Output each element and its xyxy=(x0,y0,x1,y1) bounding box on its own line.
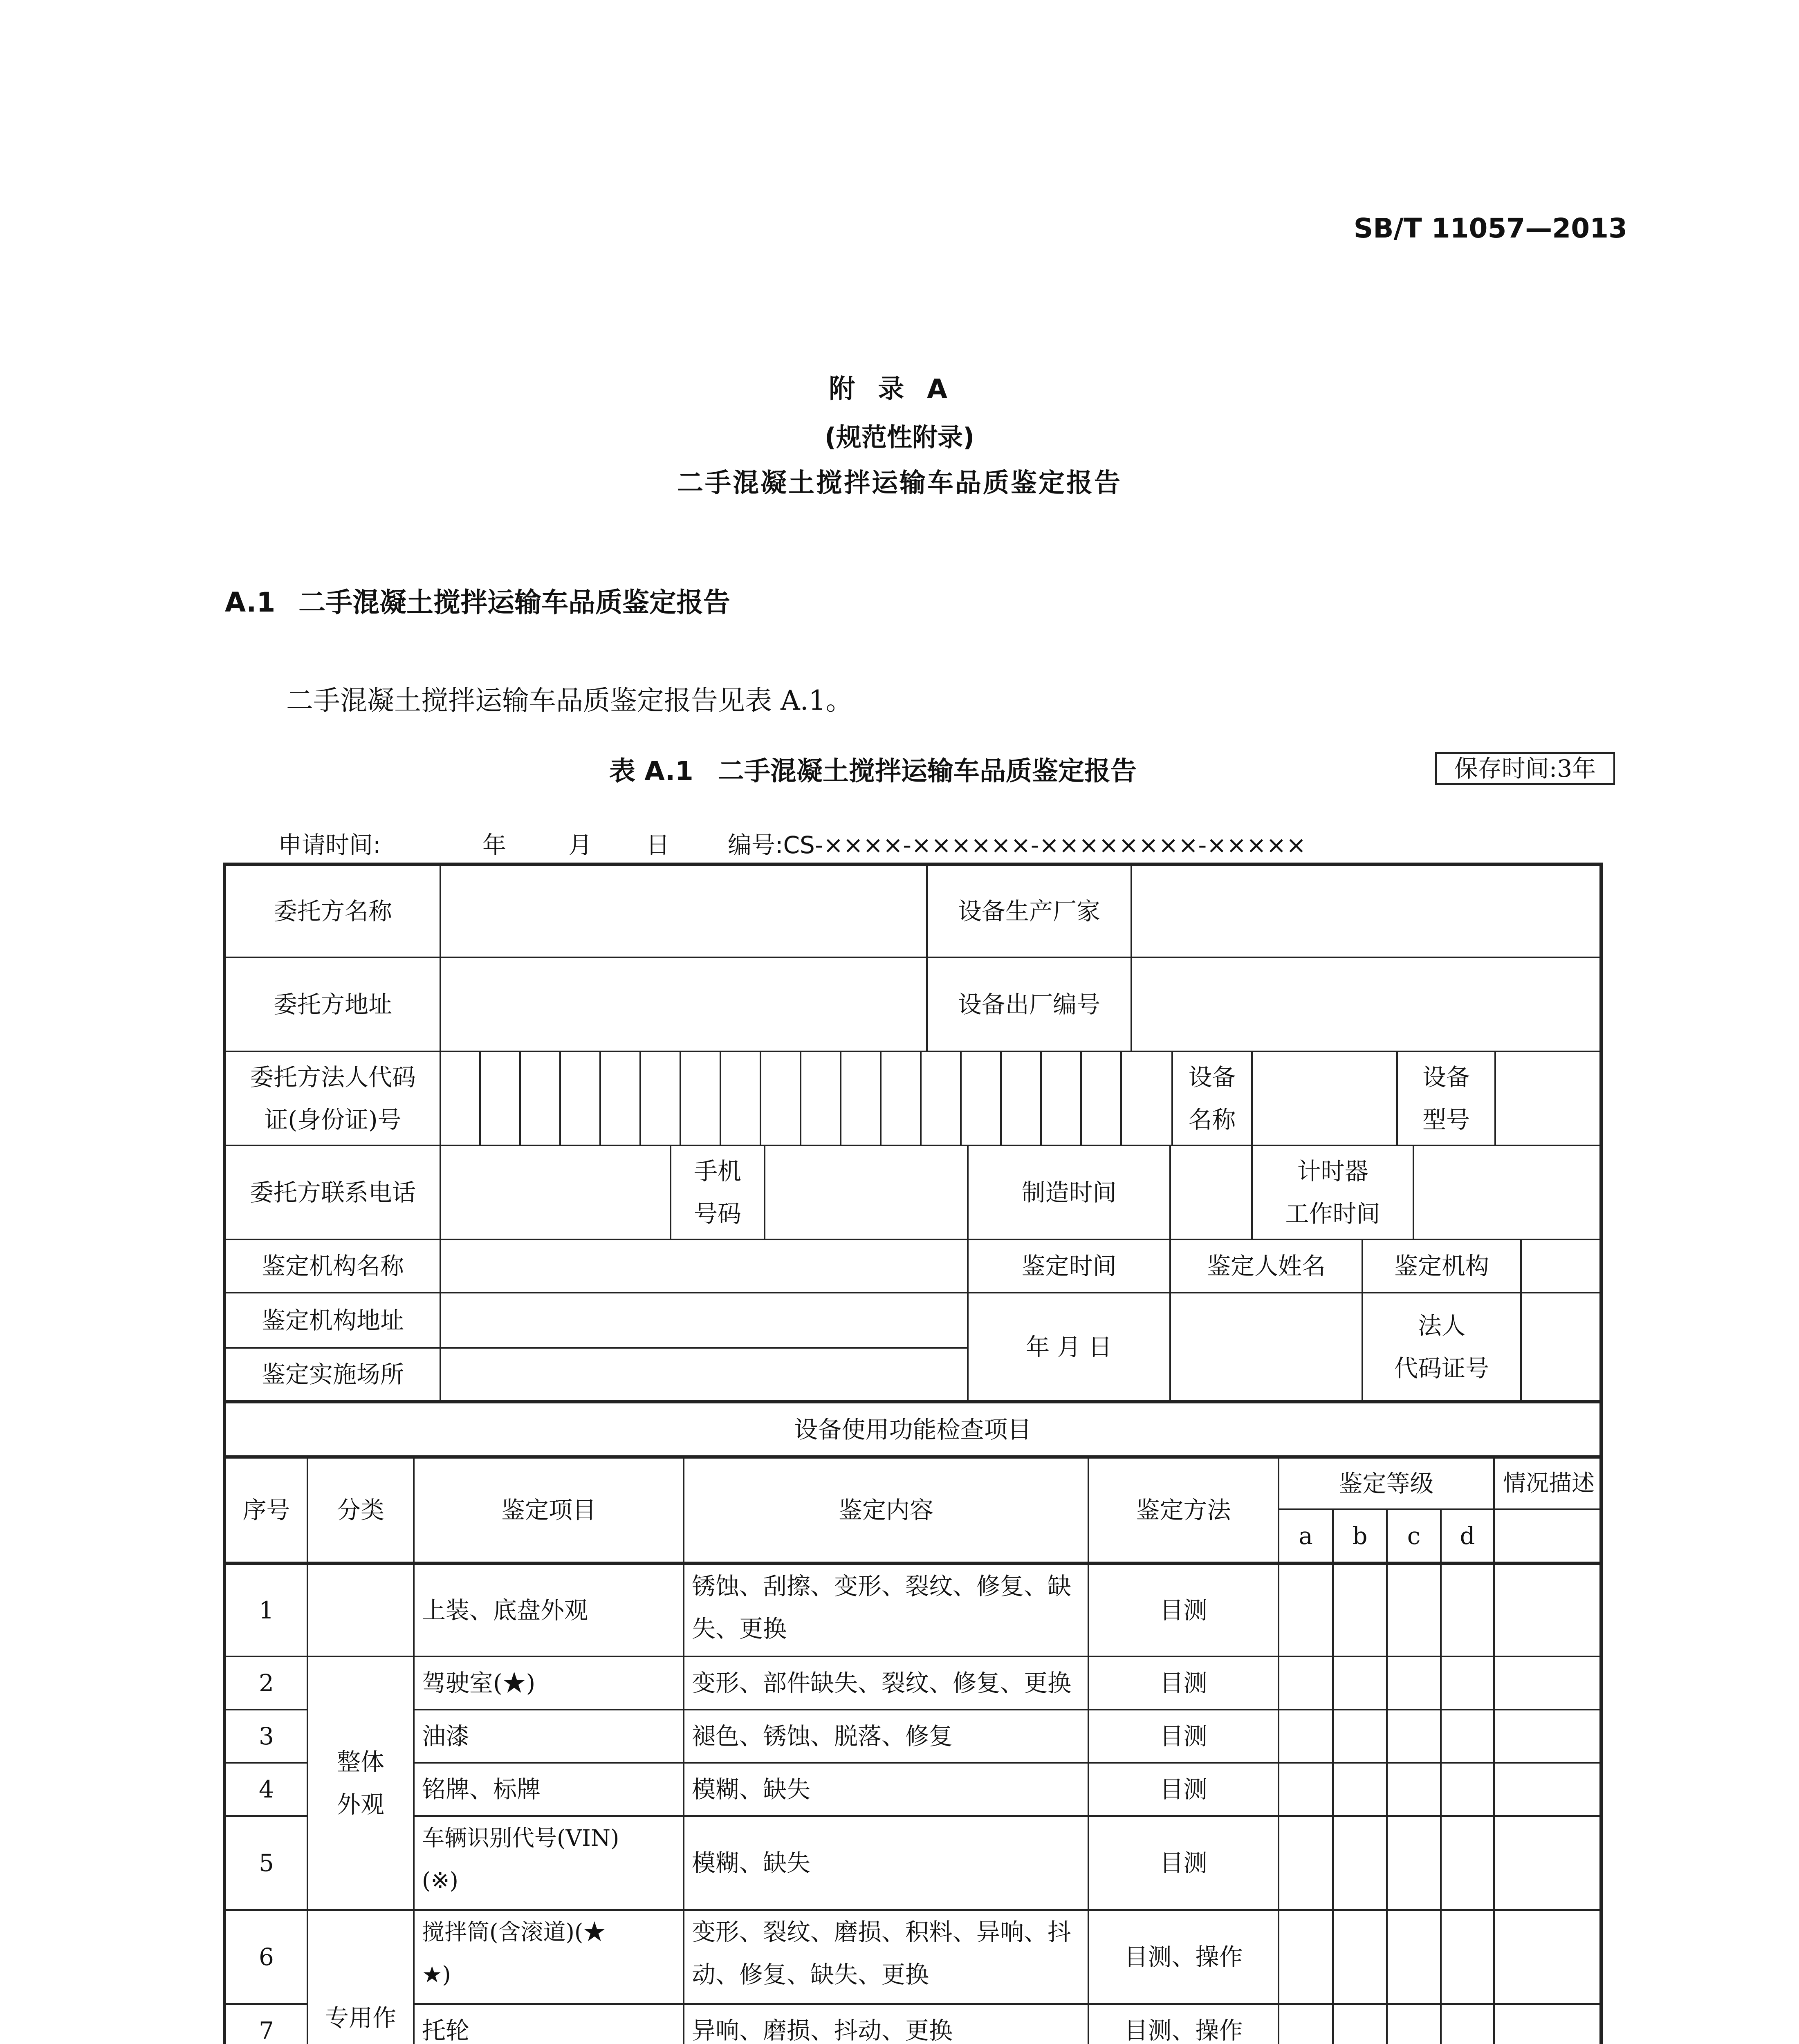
v-line xyxy=(1332,1508,1334,2044)
id-box-line xyxy=(880,1051,882,1145)
row-1-content xyxy=(684,1565,1088,1656)
application-time-label: 申请时间: xyxy=(278,831,381,859)
agency-address-label: 鉴定机构地址 xyxy=(261,1306,404,1334)
v-line xyxy=(1386,1508,1388,2044)
category-overall-line1: 整体 xyxy=(336,1748,384,1776)
client-id-line1: 委托方法人代码 xyxy=(249,1063,416,1091)
body-paragraph: 二手混凝土搅拌运输车品质鉴定报告见表 A.1。 xyxy=(286,685,853,716)
table-caption xyxy=(609,750,1137,788)
row-5-item-line1: 车辆识别代号(VIN) xyxy=(422,1825,619,1851)
row-5-item xyxy=(415,1817,683,1909)
category-special xyxy=(308,1911,413,2044)
row-3-method: 目测 xyxy=(1160,1722,1207,1750)
v-line xyxy=(764,1145,765,1239)
legal-code-label xyxy=(1363,1293,1520,1400)
client-id-line2: 证(身份证)号 xyxy=(264,1106,402,1134)
col-method: 鉴定方法 xyxy=(1136,1496,1231,1524)
client-id-label xyxy=(226,1052,440,1145)
timer-label xyxy=(1253,1146,1413,1239)
row-5-content: 模糊、缺失 xyxy=(692,1849,811,1877)
id-box-line xyxy=(559,1051,561,1145)
equipment-name-line1: 设备 xyxy=(1188,1063,1236,1091)
row-6-content-line1: 变形、裂纹、磨损、积料、异响、抖 xyxy=(692,1918,1072,1946)
row-2-item: 驾驶室(★) xyxy=(422,1669,536,1697)
row-6-seq: 6 xyxy=(259,1943,274,1971)
row-3-item: 油漆 xyxy=(422,1722,470,1750)
equipment-name-line2: 名称 xyxy=(1188,1106,1236,1134)
row-2-content: 变形、部件缺失、裂纹、修复、更换 xyxy=(692,1669,1072,1697)
equipment-model-line2: 型号 xyxy=(1422,1106,1470,1134)
report-code: 编号:CS-××××-××××××-××××××××-××××× xyxy=(728,831,1306,859)
col-item: 鉴定项目 xyxy=(501,1496,596,1524)
row-1-content-line1: 锈蚀、刮擦、变形、裂纹、修复、缺 xyxy=(692,1572,1072,1600)
row-4-method: 目测 xyxy=(1160,1775,1207,1803)
row-6-item-line1: 搅拌筒(含滚道)(★ xyxy=(422,1919,606,1945)
equipment-name-label xyxy=(1173,1052,1251,1145)
id-box-line xyxy=(1120,1051,1122,1145)
section-title: 二手混凝土搅拌运输车品质鉴定报告 xyxy=(298,587,730,618)
appendix-title: 附录A xyxy=(829,374,970,404)
row-7-method: 目测、操作 xyxy=(1124,2017,1243,2044)
col-grade-d: d xyxy=(1460,1522,1475,1550)
v-line xyxy=(1493,1455,1495,2044)
day-label: 日 xyxy=(646,831,670,859)
v-line xyxy=(1131,863,1132,1051)
row-1-item: 上装、底盘外观 xyxy=(422,1596,588,1624)
col-grade-c: c xyxy=(1407,1522,1421,1550)
site-label: 鉴定实施场所 xyxy=(261,1360,404,1388)
id-box-line xyxy=(479,1051,481,1145)
table-border-right xyxy=(1599,863,1603,2044)
v-line xyxy=(1494,1051,1496,1145)
legal-line2: 代码证号 xyxy=(1394,1354,1489,1382)
id-box-line xyxy=(800,1051,801,1145)
v-line xyxy=(1520,1239,1522,1402)
row-2-seq: 2 xyxy=(259,1669,274,1697)
id-box-line xyxy=(960,1051,962,1145)
appendix-name: 二手混凝土搅拌运输车品质鉴定报告 xyxy=(677,468,1122,498)
id-box-line xyxy=(920,1051,922,1145)
row-6-content xyxy=(684,1911,1088,2003)
retention-box: 保存时间:3年 xyxy=(1435,752,1615,785)
equipment-model-label xyxy=(1398,1052,1494,1145)
standard-number: SB/T 11057—2013 xyxy=(1353,213,1627,244)
id-box-line xyxy=(680,1051,681,1145)
category-overall-line2: 外观 xyxy=(336,1791,384,1818)
id-box-line xyxy=(599,1051,601,1145)
row-7-item: 托轮 xyxy=(422,2017,470,2044)
table-border-left xyxy=(223,863,226,2044)
col-desc: 情况描述 xyxy=(1503,1470,1595,1497)
row-4-item: 铭牌、标牌 xyxy=(422,1775,541,1803)
equipment-model-line1: 设备 xyxy=(1422,1063,1470,1091)
row-1-content-line2: 失、更换 xyxy=(692,1615,787,1643)
row-6-method: 目测、操作 xyxy=(1124,1943,1243,1971)
id-box-line xyxy=(1040,1051,1042,1145)
client-name-label: 委托方名称 xyxy=(273,897,392,925)
h-line xyxy=(223,1562,1603,1565)
factory-number-label: 设备出厂编号 xyxy=(958,991,1100,1018)
row-5-item-line2: (※) xyxy=(422,1867,458,1894)
mobile-line2: 号码 xyxy=(693,1200,741,1228)
mobile-line1: 手机 xyxy=(693,1157,741,1185)
id-box-line xyxy=(1080,1051,1082,1145)
category-special-line2 xyxy=(325,2039,396,2044)
section-heading xyxy=(225,580,730,619)
month-label: 月 xyxy=(568,831,592,859)
row-5-method: 目测 xyxy=(1160,1849,1207,1877)
h-line xyxy=(223,1455,1603,1459)
row-3-seq: 3 xyxy=(259,1722,274,1750)
row-6-item-line2: ★) xyxy=(422,1961,451,1988)
id-box-line xyxy=(760,1051,761,1145)
section-number: A.1 xyxy=(225,587,276,618)
col-grade-b: b xyxy=(1352,1522,1368,1550)
table-title: 二手混凝土搅拌运输车品质鉴定报告 xyxy=(718,756,1137,787)
ymd-label: 年 月 日 xyxy=(1026,1333,1112,1361)
manufacture-time-label: 制造时间 xyxy=(1021,1179,1117,1206)
agency-name-label: 鉴定机构名称 xyxy=(261,1252,404,1280)
client-address-label: 委托方地址 xyxy=(273,991,392,1018)
row-4-seq: 4 xyxy=(259,1775,274,1803)
row-6-content-line2: 动、修复、缺失、更换 xyxy=(692,1961,929,1988)
id-box-line xyxy=(720,1051,721,1145)
row-7-seq: 7 xyxy=(259,2017,274,2044)
row-7-content: 异响、磨损、抖动、更换 xyxy=(692,2017,953,2044)
client-phone-label: 委托方联系电话 xyxy=(249,1179,416,1206)
col-grade-a: a xyxy=(1299,1522,1313,1550)
category-overall xyxy=(308,1657,413,1909)
v-line xyxy=(440,863,441,1402)
col-seq: 序号 xyxy=(242,1496,290,1524)
v-line xyxy=(1440,1508,1442,2044)
id-box-line xyxy=(519,1051,521,1145)
col-category: 分类 xyxy=(336,1496,384,1524)
mobile-label xyxy=(671,1146,764,1239)
appendix-type: (规范性附录) xyxy=(824,422,975,452)
appraiser-name-label: 鉴定人姓名 xyxy=(1207,1252,1326,1280)
col-content: 鉴定内容 xyxy=(838,1496,933,1524)
id-box-line xyxy=(840,1051,841,1145)
year-label: 年 xyxy=(482,831,507,859)
v-line xyxy=(1251,1051,1253,1145)
row-2-method: 目测 xyxy=(1160,1669,1207,1697)
row-5-seq: 5 xyxy=(259,1849,274,1877)
check-section-title: 设备使用功能检查项目 xyxy=(794,1415,1032,1443)
row-1-method: 目测 xyxy=(1160,1596,1207,1624)
timer-line2: 工作时间 xyxy=(1285,1200,1380,1228)
id-box-line xyxy=(1000,1051,1002,1145)
timer-line1: 计时器 xyxy=(1297,1157,1368,1185)
agency-label: 鉴定机构 xyxy=(1394,1252,1489,1280)
v-line xyxy=(1413,1145,1414,1239)
col-grade: 鉴定等级 xyxy=(1339,1470,1434,1497)
category-special-line1: 专用作 xyxy=(325,2004,396,2032)
row-1-seq: 1 xyxy=(259,1596,274,1624)
row-4-content: 模糊、缺失 xyxy=(692,1775,811,1803)
row-3-content: 褪色、锈蚀、脱落、修复 xyxy=(692,1722,953,1750)
h-line xyxy=(223,1400,1603,1403)
id-box-line xyxy=(639,1051,641,1145)
appraisal-time-label: 鉴定时间 xyxy=(1021,1252,1117,1280)
table-number: 表 A.1 xyxy=(609,756,693,787)
table-border-top xyxy=(223,863,1603,866)
manufacturer-label: 设备生产厂家 xyxy=(958,897,1100,925)
row-6-item xyxy=(415,1911,683,2003)
legal-line1: 法人 xyxy=(1418,1311,1465,1340)
